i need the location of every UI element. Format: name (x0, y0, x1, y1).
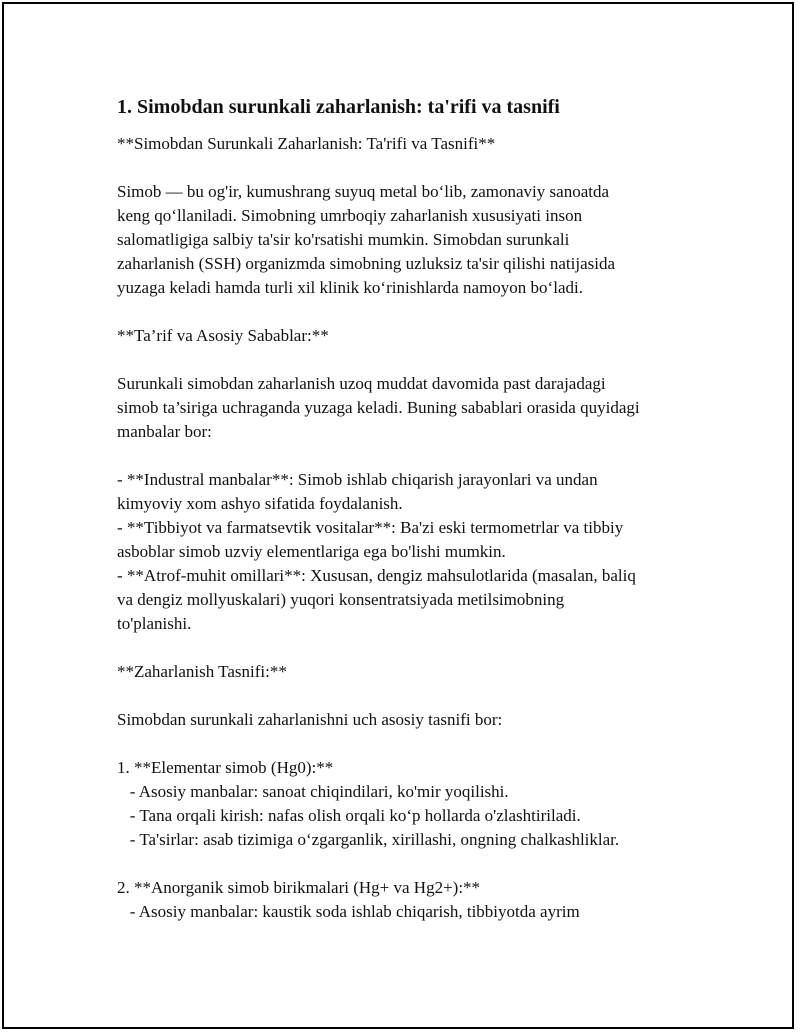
text-line: - Asosiy manbalar: kaustik soda ishlab chiqarish, tibbiyotda ayrim (117, 902, 580, 921)
text-line: kimyoviy xom ashyo sifatida foydalanish. (117, 494, 403, 513)
text-line: Surunkali simobdan zaharlanish uzoq muddat davomida past darajadagi (117, 374, 606, 393)
blank-line (117, 684, 717, 708)
text-line: manbalar bor: (117, 422, 212, 441)
blank-line (117, 852, 717, 876)
text-line: - Ta'sirlar: asab tizimiga o‘zgarganlik, xirillashi, ongning chalkashliklar. (117, 830, 620, 849)
text-line: va dengiz mollyuskalari) yuqori konsentratsiyada metilsimobning (117, 590, 565, 609)
text-line: - **Industral manbalar**: Simob ishlab chiqarish jarayonlari va undan (117, 470, 598, 489)
text-line: keng qo‘llaniladi. Simobning umrboqiy zaharlanish xususiyati inson (117, 206, 583, 225)
text-line: **Ta’rif va Asosiy Sabablar:** (117, 326, 329, 345)
document-body (117, 94, 717, 924)
text-line: - Asosiy manbalar: sanoat chiqindilari, ko'mir yoqilishi. (117, 782, 509, 801)
text-line: Simobdan surunkali zaharlanishni uch asosiy tasnifi bor: (117, 710, 503, 729)
text-line: - Tana orqali kirish: nafas olish orqali ko‘p hollarda o'zlashtiriladi. (117, 806, 581, 825)
text-line: simob ta’siriga uchraganda yuzaga keladi. Buning sabablari orasida quyidagi (117, 398, 640, 417)
blank-line (117, 300, 717, 324)
page-title: 1. Simobdan surunkali zaharlanish: ta'rifi va tasnifi (117, 96, 560, 118)
blank-line (117, 732, 717, 756)
text-line: Simob — bu og'ir, kumushrang suyuq metal bo‘lib, zamonaviy sanoatda (117, 182, 610, 201)
text-line: **Simobdan Surunkali Zaharlanish: Ta'rifi va Tasnifi** (117, 134, 496, 153)
text-line: - **Tibbiyot va farmatsevtik vositalar**: Ba'zi eski termometrlar va tibbiy (117, 518, 624, 537)
text-line: yuzaga keladi hamda turli xil klinik ko‘rinishlarda namoyon bo‘ladi. (117, 278, 583, 297)
text-line: asboblar simob uzviy elementlariga ega bo'lishi mumkin. (117, 542, 506, 561)
blank-line (117, 348, 717, 372)
text-line: - **Atrof-muhit omillari**: Xususan, dengiz mahsulotlarida (masalan, baliq (117, 566, 636, 585)
blank-line (117, 156, 717, 180)
text-line: to'planishi. (117, 614, 192, 633)
text-line: 1. **Elementar simob (Hg0):** (117, 758, 334, 777)
text-line: **Zaharlanish Tasnifi:** (117, 662, 287, 681)
text-line: salomatligiga salbiy ta'sir ko'rsatishi mumkin. Simobdan surunkali (117, 230, 570, 249)
text-line: zaharlanish (SSH) organizmda simobning uzluksiz ta'sir qilishi natijasida (117, 254, 616, 273)
blank-line (117, 636, 717, 660)
blank-line (117, 444, 717, 468)
text-line: 2. **Anorganik simob birikmalari (Hg+ va Hg2+):** (117, 878, 481, 897)
document-text (117, 132, 717, 924)
